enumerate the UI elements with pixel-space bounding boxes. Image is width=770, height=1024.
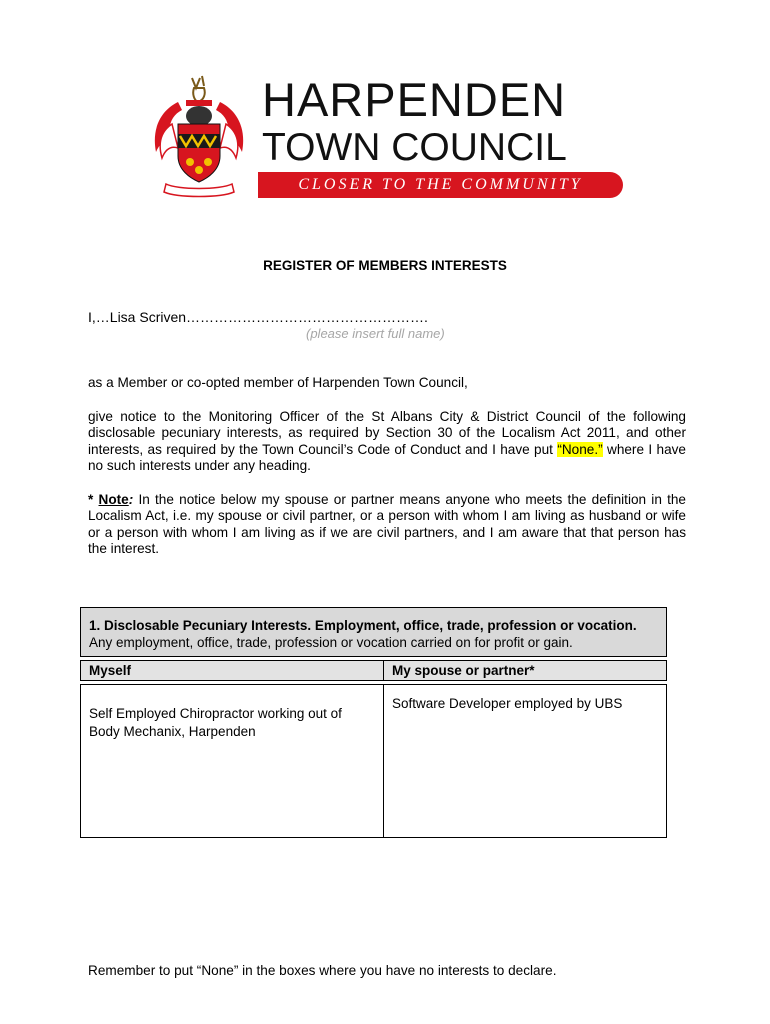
table-heading: 1. Disclosable Pecuniary Interests. Employment, office, trade, profession or vocation. [89, 618, 637, 633]
none-highlight: “None.” [557, 441, 603, 457]
town-crest-logo [148, 72, 250, 202]
notice-text-1: give notice to the Monitoring Officer of the St Albans City & District Council of the following disclosable pecuniary interests, as required by Section 30 of the Localism Act 2011, and other interests, as required by the Town Council’s Code of Conduct and I have put [88, 409, 686, 457]
note-star: * [88, 492, 99, 507]
member-statement: as a Member or co-opted member of Harpenden Town Council, [88, 375, 468, 390]
notice-text-2: where I have no such interests under any heading. [88, 441, 686, 474]
member-name-hint: (please insert full name) [306, 326, 445, 341]
column-header-myself: Myself [81, 661, 384, 681]
council-name-line1: HARPENDEN [262, 73, 567, 126]
myself-interest-cell[interactable]: Self Employed Chiropractor working out of Body Mechanix, Harpenden [81, 685, 384, 838]
spouse-interest-cell[interactable]: Software Developer employed by UBS [384, 685, 667, 838]
footer-reminder: Remember to put “None” in the boxes where you have no interests to declare. [88, 963, 557, 978]
notice-paragraph [88, 409, 686, 475]
note-text: In the notice below my spouse or partner means anyone who meets the definition in the Localism Act, i.e. my spouse or civil partner, or a person with whom I am living as husband or wife or a person with whom I am living as if we are civil partners, and I am aware that that person has the interest. [88, 492, 686, 557]
note-label: Note [98, 492, 129, 507]
tagline-text: CLOSER TO THE COMMUNITY [298, 176, 583, 193]
table-description: Any employment, office, trade, profession or vocation carried on for profit or gain. [89, 635, 573, 650]
column-header-spouse: My spouse or partner* [384, 661, 667, 681]
table-heading-cell [81, 608, 667, 657]
interests-table [80, 607, 667, 838]
tagline-banner [258, 172, 623, 198]
note-paragraph [88, 492, 686, 558]
page-title: REGISTER OF MEMBERS INTERESTS [263, 258, 507, 273]
council-name-line2: TOWN COUNCIL [262, 126, 567, 169]
note-colon: : [128, 492, 134, 507]
member-name-line: I,…Lisa Scriven……………………………………………. [88, 309, 428, 325]
